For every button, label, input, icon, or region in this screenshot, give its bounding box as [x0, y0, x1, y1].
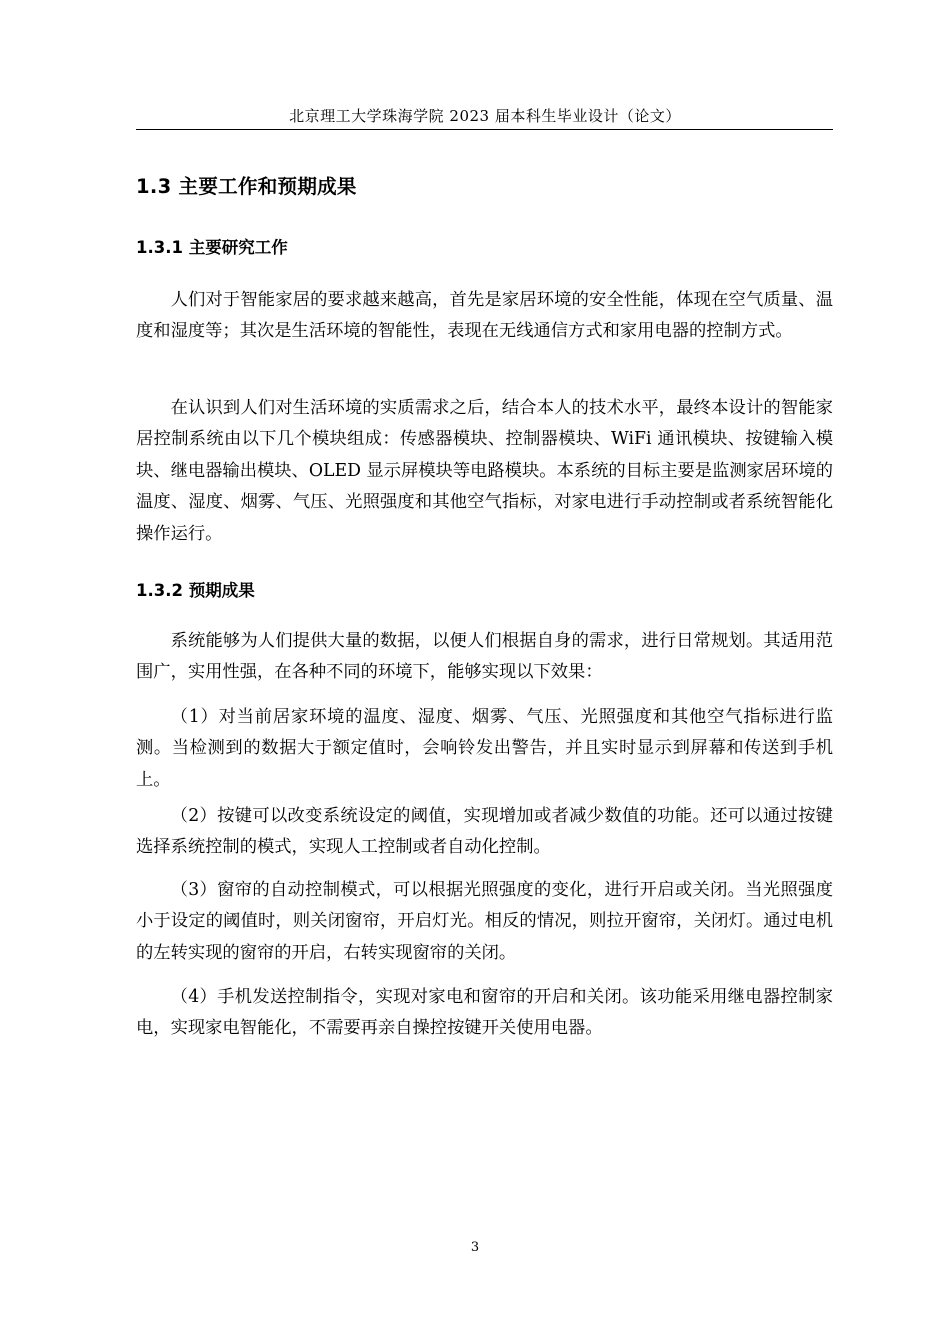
list-item: （1）对当前居家环境的温度、湿度、烟雾、气压、光照强度和其他空气指标进行监测。当检测到的数据大于额定值时，会响铃发出警告，并且实时显示到屏幕和传送到手机上。: [136, 707, 833, 790]
list-item: （3）窗帘的自动控制模式，可以根据光照强度的变化，进行开启或关闭。当光照强度小于设定的阈值时，则关闭窗帘，开启灯光。相反的情况，则拉开窗帘，关闭灯。通过电机的左转实现的窗帘的开启，右转实现窗帘的关闭。: [136, 880, 833, 963]
section-title: 1.3 主要工作和预期成果: [136, 175, 357, 198]
paragraph: 人们对于智能家居的要求越来越高，首先是家居环境的安全性能，体现在空气质量、温度和湿度等；其次是生活环境的智能性，表现在无线通信方式和家用电器的控制方式。: [136, 290, 833, 342]
running-header: 北京理工大学珠海学院 2023 届本科生毕业设计（论文）: [289, 107, 681, 125]
page-number: 3: [470, 1240, 480, 1255]
paragraph: 在认识到人们对生活环境的实质需求之后，结合本人的技术水平，最终本设计的智能家居控制系统由以下几个模块组成：传感器模块、控制器模块、WiFi 通讯模块、按键输入模块、继电器输出模块、OLED 显示屏模块等电路模块。本系统的目标主要是监测家居环境的温度、湿度、烟雾、气压、光照强度和其他空气指标，对家电进行手动控制或者系统智能化操作运行。: [136, 398, 834, 544]
header-rule: [136, 129, 833, 130]
list-item: （2）按键可以改变系统设定的阈值，实现增加或者减少数值的功能。还可以通过按键选择系统控制的模式，实现人工控制或者自动化控制。: [136, 806, 833, 858]
paragraph: 系统能够为人们提供大量的数据，以便人们根据自身的需求，进行日常规划。其适用范围广，实用性强，在各种不同的环境下，能够实现以下效果：: [136, 631, 833, 683]
list-item: （4）手机发送控制指令，实现对家电和窗帘的开启和关闭。该功能采用继电器控制家电，实现家电智能化，不需要再亲自操控按键开关使用电器。: [136, 987, 833, 1039]
subsection-title-expected-results: 1.3.2 预期成果: [136, 581, 255, 600]
subsection-title-main-work: 1.3.1 主要研究工作: [136, 238, 288, 257]
